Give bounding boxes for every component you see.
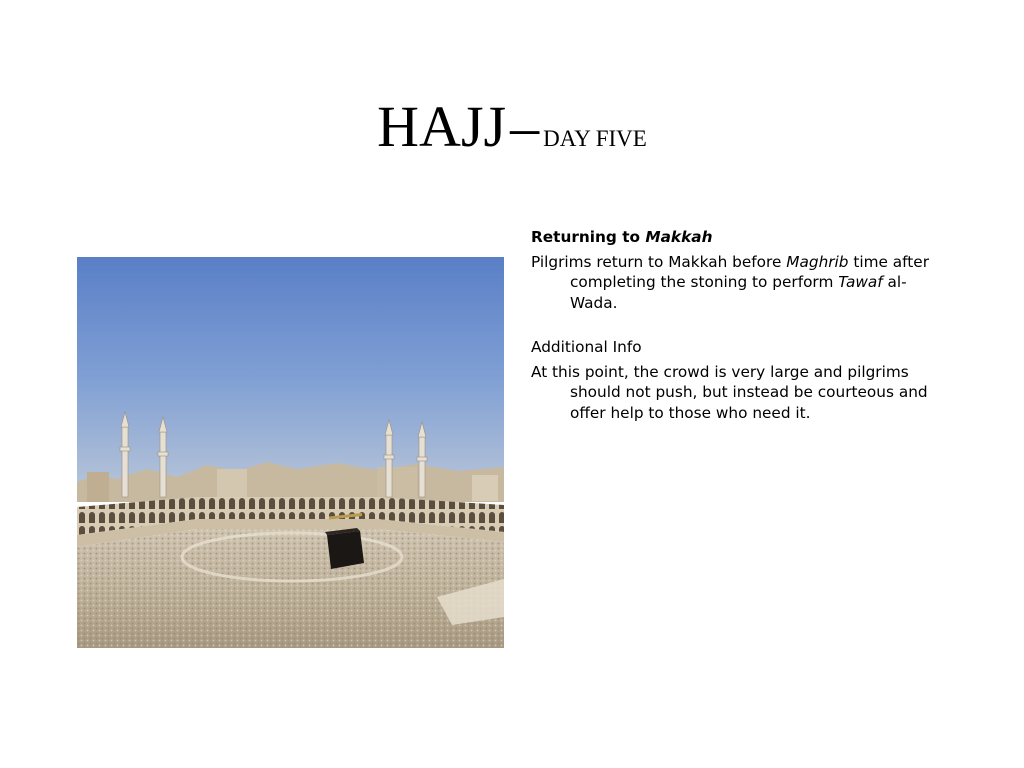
slide-title [0, 94, 1024, 159]
section-text-additional: At this point, the crowd is very large and pilgrims should not push, but instead be courteous and offer help to those who need it. [531, 362, 928, 422]
section-heading-additional: Additional Info [531, 338, 642, 356]
text-italic-tawaf: Tawaf [838, 273, 883, 291]
heading-italic: Makkah [645, 228, 713, 246]
text-part2: time after completing the stoning to perform [570, 252, 929, 291]
text-italic-maghrib: Maghrib [786, 252, 849, 271]
heading-plain: Returning to [531, 228, 646, 246]
body-text [531, 227, 951, 427]
kaaba-photo [77, 257, 504, 648]
section-text-returning [531, 252, 951, 314]
text-part1: Pilgrims return to Makkah before [531, 252, 787, 271]
section-heading-returning [531, 227, 951, 248]
title-subtitle: DAY FIVE [543, 126, 647, 151]
text-part3: al-Wada. [570, 273, 907, 312]
title-main: HAJJ [377, 94, 507, 159]
title-dash: – [510, 94, 540, 159]
